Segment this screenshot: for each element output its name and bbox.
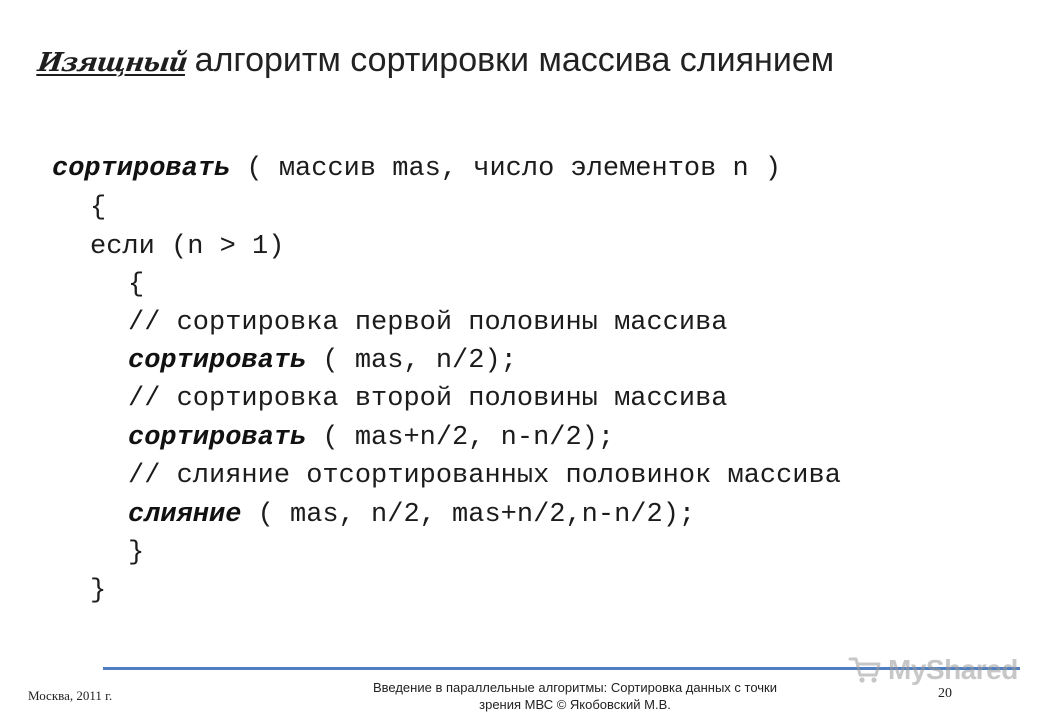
code-line-1 (52, 151, 781, 187)
title-text: алгоритм сортировки массива слиянием (194, 41, 835, 79)
code-keyword: слияние (128, 500, 242, 530)
code-line-11: } (128, 538, 145, 568)
code-line-3: если (n > 1) (90, 232, 285, 262)
code-line-9: // слияние отсортированных половинок массива (128, 461, 841, 491)
slide-title (35, 38, 835, 85)
footer-caption: Введение в параллельные алгоритмы: Сортировка данных с точки зрения МВС © Якобовский М.В. (372, 680, 778, 712)
code-line-12: } (90, 576, 107, 606)
page-number: 20 (938, 686, 952, 701)
title-script-word: Изящный (35, 48, 189, 78)
code-text: ( mas+n/2, n-n/2); (306, 423, 615, 453)
code-keyword: сортировать (128, 423, 307, 453)
code-text: ( массив mas, число элементов n ) (230, 154, 782, 184)
code-keyword: сортировать (128, 346, 307, 376)
code-line-10 (128, 497, 695, 533)
code-line-6 (128, 343, 517, 379)
cart-icon (848, 655, 882, 685)
footer-city-year: Москва, 2011 г. (28, 688, 113, 703)
code-text: ( mas, n/2); (306, 346, 517, 376)
code-line-8 (128, 420, 614, 456)
code-text: ( mas, n/2, mas+n/2,n-n/2); (241, 500, 696, 530)
code-line-4: { (128, 270, 145, 300)
code-line-2: { (90, 193, 107, 223)
code-line-7: // сортировка второй половины массива (128, 384, 728, 414)
code-line-5: // сортировка первой половины массива (128, 308, 728, 338)
code-keyword: сортировать (52, 154, 231, 184)
watermark (848, 654, 1018, 686)
watermark-text: MyShared (888, 654, 1018, 685)
